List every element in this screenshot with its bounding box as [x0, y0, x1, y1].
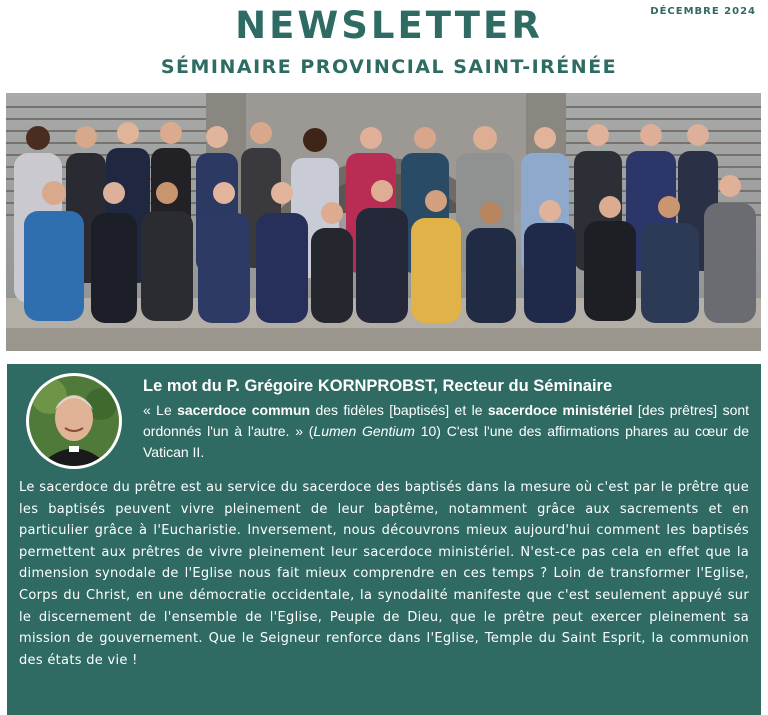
rector-message-panel [7, 364, 761, 715]
group-photo [6, 93, 761, 351]
lumen-gentium-quote: « Le sacerdoce commun des fidèles [baptisés] et le sacerdoce ministériel [des prêtres] sont ordonnés l'un à l'autre. » (Lumen Gentium 10) C'est l'une des affirmations phares au cœur de Vatican II. [143, 402, 750, 460]
article-heading: Le mot du P. Grégoire KORNPROBST, Recteur du Séminaire [143, 377, 613, 395]
newsletter-date: DÉCEMBRE 2024 [650, 6, 756, 17]
article-body: Le sacerdoce du prêtre est au service du sacerdoce des baptisés dans la mesure où c'est par le prêtre que les baptisés peuvent vivre pleinement de leur baptême, notamment grâce aux sacrements et en particulier grâce à l'Eucharistie. Inversement, nous découvrons mieux aujourd'hui comment les baptisés permettent aux prêtres de vivre pleinement leur sacerdoce ministériel. N'est-ce pas cela en effet que la dimension synodale de l'Eglise nous fait mieux comprendre en ces temps ? Loin de transformer l'Eglise, Corps du Christ, en une démocratie occidentale, la synodalité manifeste que c'est seulement appuyé sur le discernement de l'ensemble de l'Eglise, Peuple de Dieu, que le prêtre peut exercer pleinement sa mission de gouvernement. Que le Seigneur renforce dans l'Eglise, Temple du Saint Esprit, la communion des états de vie ! [19, 480, 749, 668]
rector-portrait [26, 373, 122, 469]
newsletter-title: NEWSLETTER [235, 4, 543, 47]
seminary-name: SÉMINAIRE PROVINCIAL SAINT-IRÉNÉE [160, 56, 618, 78]
